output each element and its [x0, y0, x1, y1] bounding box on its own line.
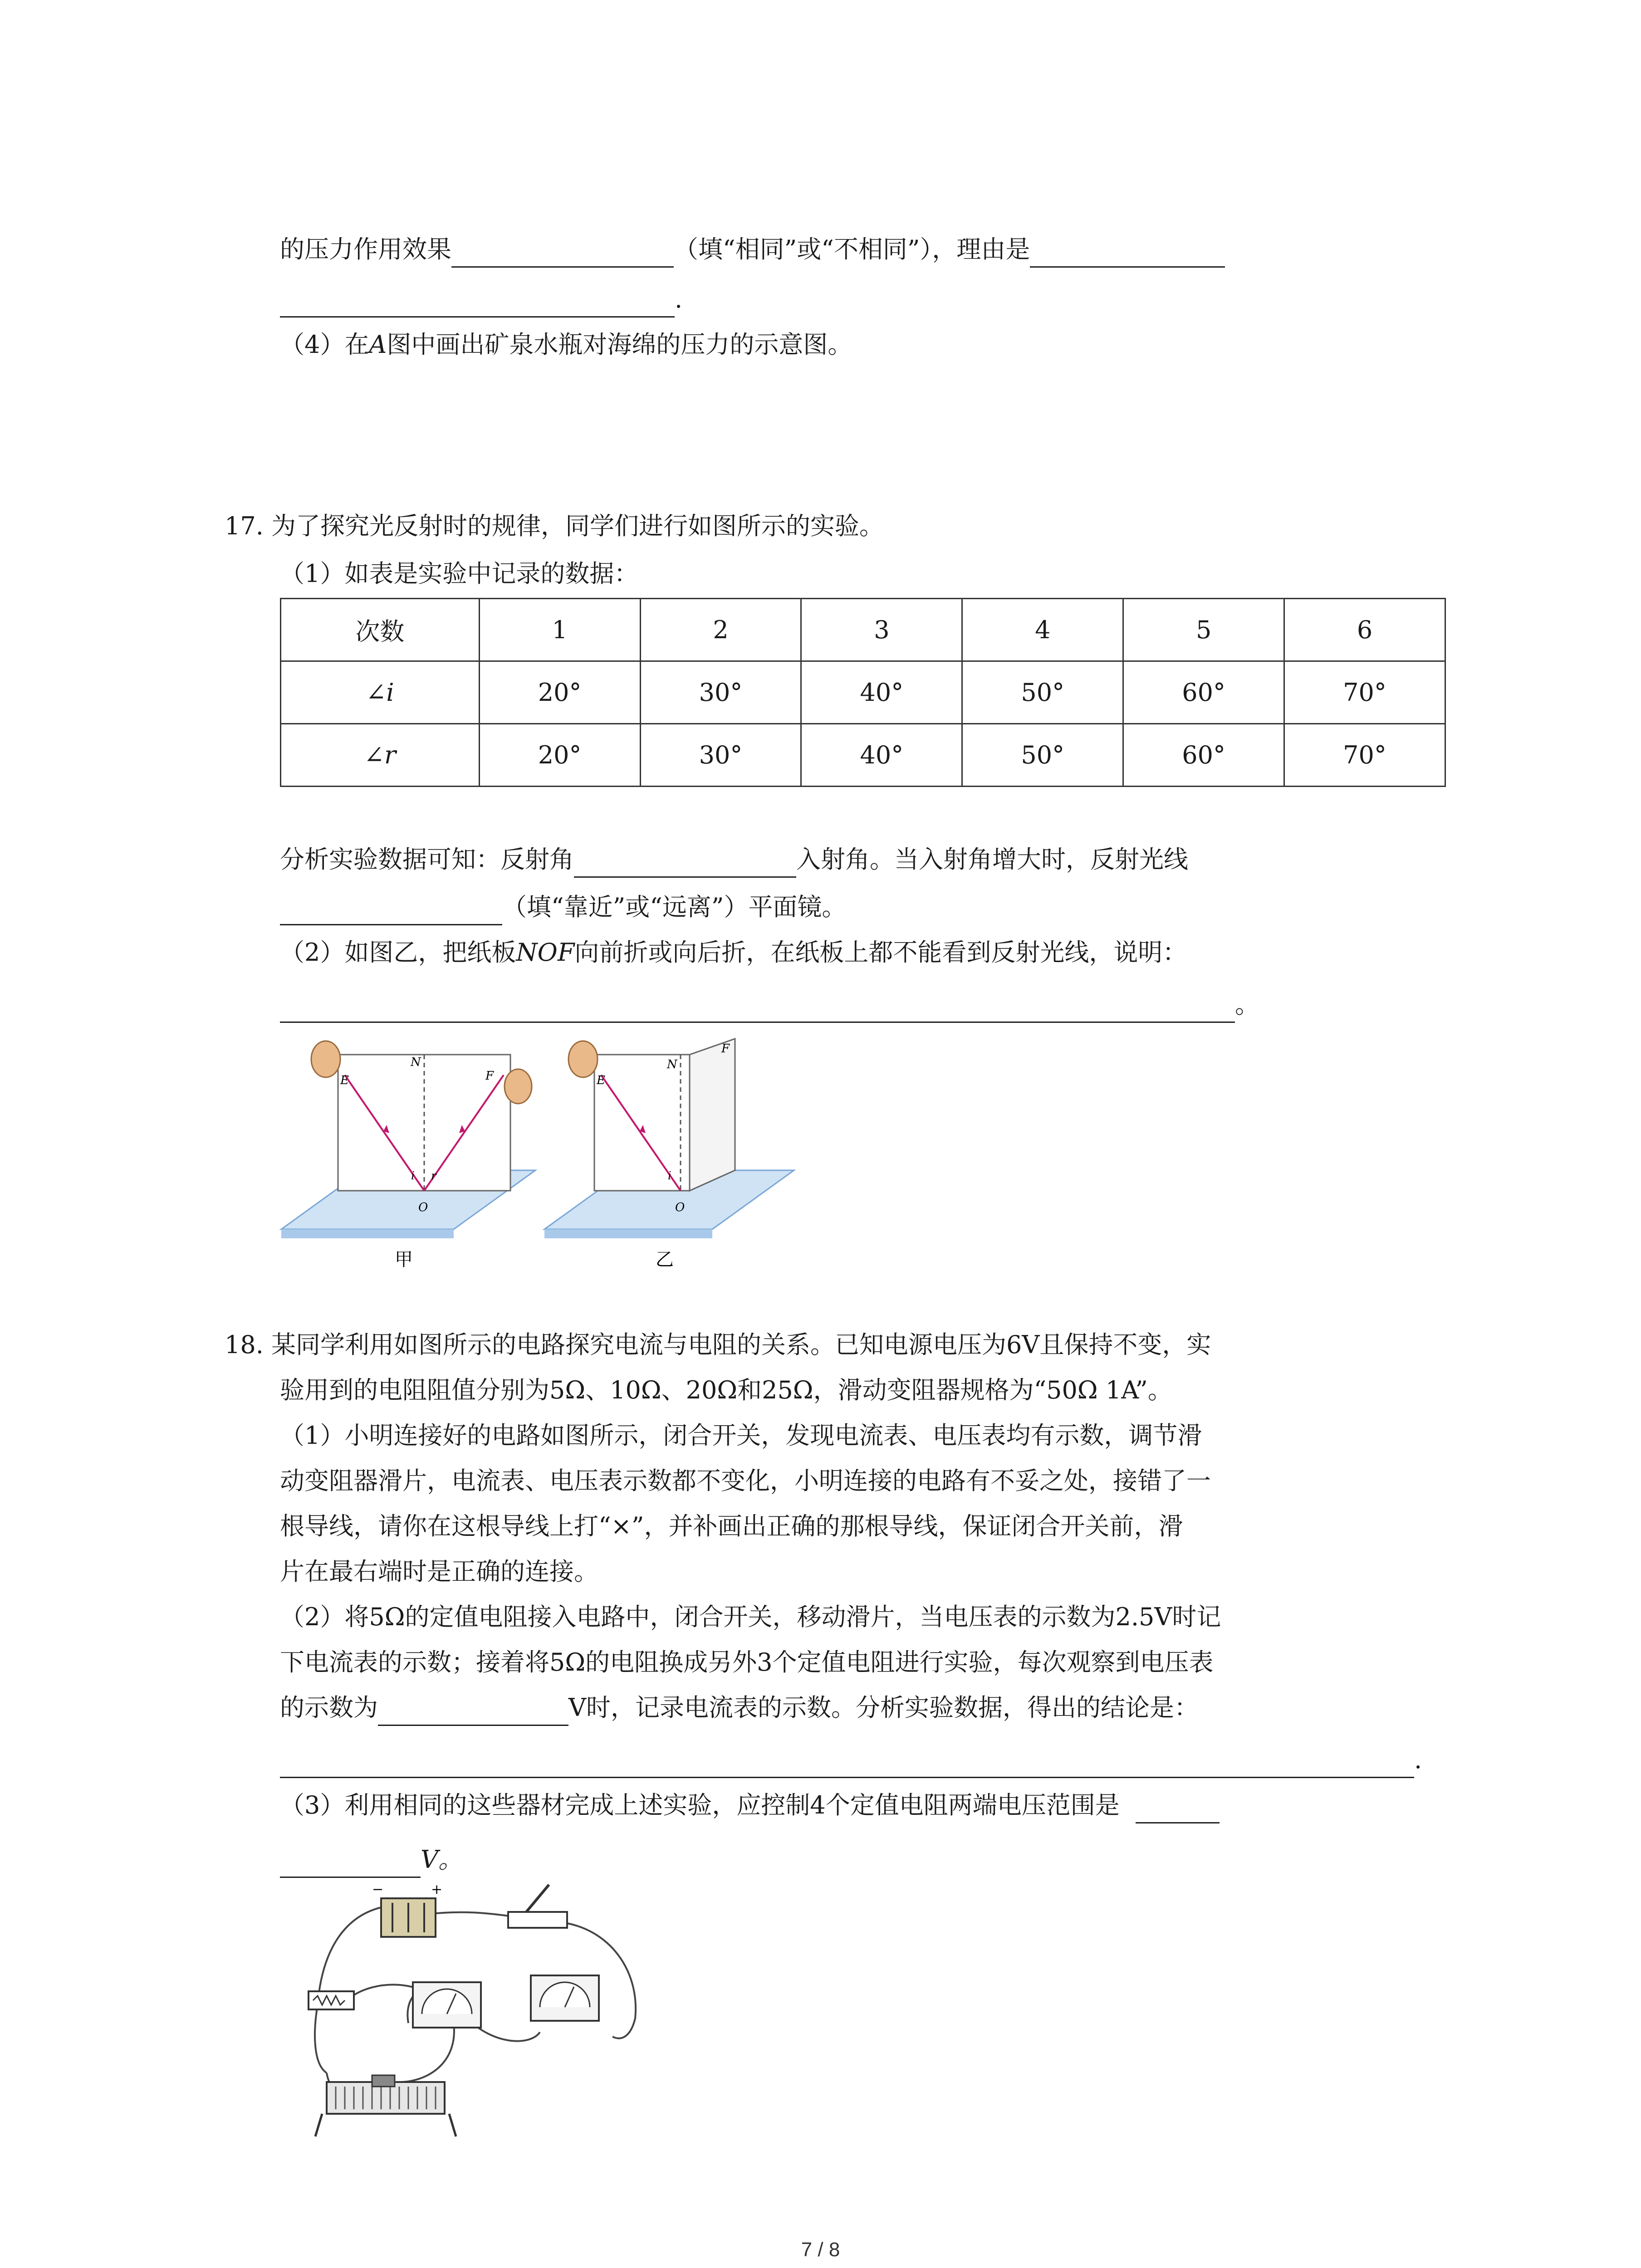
- hand-icon: [505, 1069, 532, 1104]
- table-row: [281, 661, 1445, 724]
- q18-line8: 下电流表的示数；接着将5Ω的电阻换成另外3个定值电阻进行实验，每次观察到电压表: [280, 1648, 1214, 1677]
- q18-line6: 片在最右端时是正确的连接。: [280, 1557, 598, 1586]
- paper-board-left: [594, 1055, 690, 1191]
- table-cell: ∠i: [281, 661, 480, 724]
- table-cell: 20°: [479, 724, 640, 787]
- reflection-figure-jia: [272, 1034, 554, 1288]
- q17-text: 入射角。当入射角增大时，反射光线: [796, 845, 1188, 874]
- label-o: O: [675, 1201, 685, 1214]
- answer-blank[interactable]: [1136, 1793, 1220, 1823]
- table-cell: 50°: [962, 724, 1123, 787]
- mirror-edge: [544, 1229, 712, 1238]
- q18-line12: [280, 1842, 463, 1878]
- q18-line4: 动变阻器滑片，电流表、电压表示数都不变化，小明连接的电路有不妥之处，接错了一: [280, 1466, 1211, 1495]
- label-i: i: [411, 1169, 415, 1182]
- resistor-icon: [309, 1991, 354, 2009]
- q18-line1: 18. 某同学利用如图所示的电路探究电流与电阻的关系。已知电源电压为6V且保持不变，实: [225, 1330, 1211, 1359]
- rheostat-slider[interactable]: [372, 2075, 395, 2087]
- table-cell: 20°: [479, 661, 640, 724]
- q18-text: V时，记录电流表的示数。分析实验数据，得出的结论是：: [568, 1693, 1199, 1722]
- table-cell: 30°: [640, 661, 801, 724]
- q16-text: .: [675, 285, 683, 313]
- q18-line3: （1）小明连接好的电路如图所示，闭合开关，发现电流表、电压表均有示数，调节滑: [280, 1421, 1202, 1450]
- table-cell: 40°: [801, 724, 962, 787]
- q18-line5: 根导线，请你在这根导线上打“×”，并补画出正确的那根导线，保证闭合开关前，滑: [280, 1512, 1183, 1540]
- battery-plus-label: +: [431, 1882, 443, 1897]
- table-cell: 30°: [640, 724, 801, 787]
- table-cell: 1: [479, 599, 640, 661]
- q17-text: 。: [1235, 990, 1259, 1019]
- table-cell: ∠r: [281, 724, 480, 787]
- label-o: O: [418, 1201, 428, 1214]
- table-cell: 4: [962, 599, 1123, 661]
- q16-text: （4）在: [280, 330, 369, 359]
- battery-minus-label: −: [372, 1882, 384, 1897]
- mirror-edge: [281, 1229, 454, 1238]
- table-cell: 3: [801, 599, 962, 661]
- answer-blank[interactable]: [280, 287, 675, 318]
- q17-item2-answer: [280, 987, 1259, 1023]
- q17-title: 17. 为了探究光反射时的规律，同学们进行如图所示的实验。: [225, 512, 884, 540]
- q17-item2: [280, 934, 1187, 971]
- q17-text: （2）如图乙，把纸板: [280, 938, 516, 967]
- label-e: E: [340, 1074, 349, 1087]
- answer-blank[interactable]: [378, 1696, 568, 1726]
- q16-text: 图中画出矿泉水瓶对海绵的压力的示意图。: [387, 330, 852, 359]
- q18-text: （3）利用相同的这些器材完成上述实验，应控制4个定值电阻两端电压范围是: [280, 1791, 1120, 1819]
- q16-text: （填“相同”或“不相同”），理由是: [674, 235, 1030, 264]
- q18-line10: [280, 1742, 1422, 1778]
- q17-text: NOF: [516, 938, 575, 967]
- answer-blank[interactable]: [280, 1848, 421, 1878]
- table-cell: 60°: [1123, 724, 1284, 787]
- table-cell: 70°: [1284, 724, 1445, 787]
- switch-icon: [508, 1912, 567, 1928]
- q17-item1: （1）如表是实验中记录的数据：: [280, 559, 639, 588]
- label-r: r: [431, 1169, 436, 1182]
- q16-line1: [280, 231, 1225, 268]
- answer-blank[interactable]: [574, 847, 796, 878]
- q17-analysis-line1: [280, 841, 1188, 878]
- q18-line2: 验用到的电阻阻值分别为5Ω、10Ω、20Ω和25Ω，滑动变阻器规格为“50Ω 1A”。: [280, 1376, 1172, 1404]
- wire: [426, 1912, 513, 1916]
- table-cell: 6: [1284, 599, 1445, 661]
- table-cell: 70°: [1284, 661, 1445, 724]
- data-table: [280, 598, 1446, 787]
- q16-text: A: [369, 330, 387, 359]
- q16-line2: [280, 281, 682, 318]
- q17-text: 向前折或向后折，在纸板上都不能看到反射光线，说明：: [574, 938, 1187, 967]
- answer-blank[interactable]: [280, 1748, 1414, 1778]
- table-row: [281, 599, 1445, 661]
- label-n: N: [411, 1056, 421, 1069]
- q16-item4: [280, 327, 852, 363]
- q18-text: V。: [421, 1845, 463, 1874]
- q18-line9: [280, 1690, 1199, 1726]
- hand-icon: [568, 1041, 598, 1077]
- wire: [399, 2023, 454, 2082]
- label-n: N: [667, 1058, 677, 1071]
- label-f: F: [485, 1069, 494, 1083]
- q16-text: 的压力作用效果: [280, 235, 451, 264]
- answer-blank[interactable]: [280, 895, 502, 925]
- table-cell: 60°: [1123, 661, 1284, 724]
- q18-line7: （2）将5Ω的定值电阻接入电路中，闭合开关，移动滑片，当电压表的示数为2.5V时记: [280, 1603, 1221, 1631]
- hand-icon: [311, 1041, 340, 1077]
- table-cell: 40°: [801, 661, 962, 724]
- table-cell: 次数: [281, 599, 480, 661]
- answer-blank[interactable]: [1030, 237, 1225, 268]
- table-row: [281, 724, 1445, 787]
- circuit-figure: [277, 1882, 676, 2164]
- answer-blank[interactable]: [451, 237, 674, 268]
- table-cell: 2: [640, 599, 801, 661]
- q17-text: （填“靠近”或“远离”）平面镜。: [502, 893, 847, 921]
- paper-board-folded: [690, 1039, 735, 1191]
- table-cell: 50°: [962, 661, 1123, 724]
- q18-text: 的示数为: [280, 1693, 378, 1722]
- page-number: 7 / 8: [801, 2239, 840, 2261]
- switch-lever: [526, 1885, 549, 1912]
- caption-jia: 甲: [395, 1250, 413, 1270]
- q17-analysis-line2: [280, 889, 846, 925]
- q18-line11: [280, 1787, 1220, 1823]
- q18-text: .: [1414, 1745, 1422, 1774]
- rheostat-leg: [315, 2114, 322, 2136]
- caption-yi: 乙: [656, 1250, 674, 1270]
- label-e: E: [597, 1074, 605, 1087]
- reflection-figure-yi: [540, 1034, 812, 1288]
- label-f: F: [721, 1042, 730, 1056]
- answer-blank[interactable]: [280, 992, 1235, 1023]
- label-i: i: [668, 1169, 671, 1182]
- q17-text: 分析实验数据可知：反射角: [280, 845, 574, 874]
- table-cell: 5: [1123, 599, 1284, 661]
- rheostat-leg: [449, 2114, 456, 2136]
